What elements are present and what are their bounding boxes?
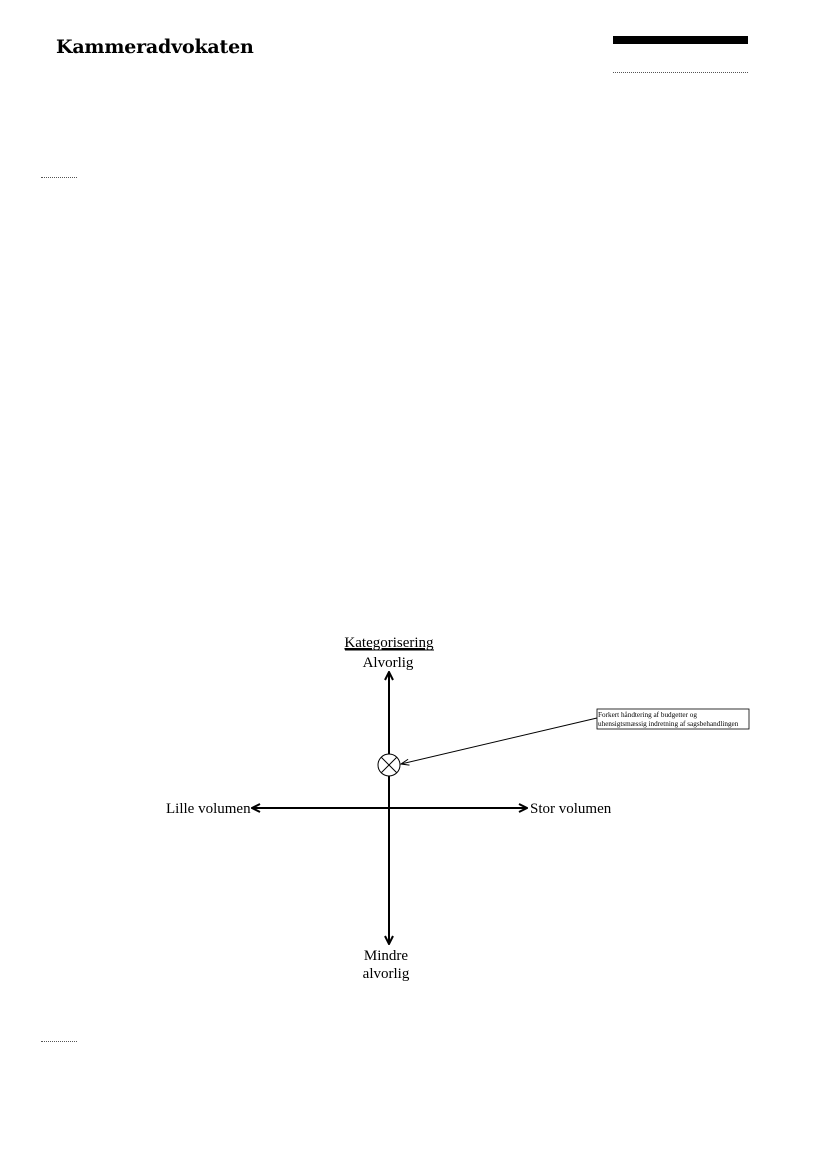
diagram-title: Kategorisering <box>344 635 434 651</box>
axis-label-bottom-line1: Mindre <box>363 948 409 964</box>
axis-label-bottom-line2: alvorlig <box>362 966 410 982</box>
axis-label-left: Lille volumen <box>166 801 251 817</box>
axis-label-top: Alvorlig <box>362 655 414 671</box>
callout-text-line1: Forkert håndtering af budgetter og <box>598 711 697 719</box>
callout-text-line2: uhensigtsmæssig indretning af sagsbehandlingen <box>598 720 739 728</box>
callout-pointer <box>401 718 597 764</box>
axis-label-right: Stor volumen <box>530 801 612 817</box>
logo: Kammeradvokaten <box>56 36 254 58</box>
category-marker <box>378 754 400 776</box>
